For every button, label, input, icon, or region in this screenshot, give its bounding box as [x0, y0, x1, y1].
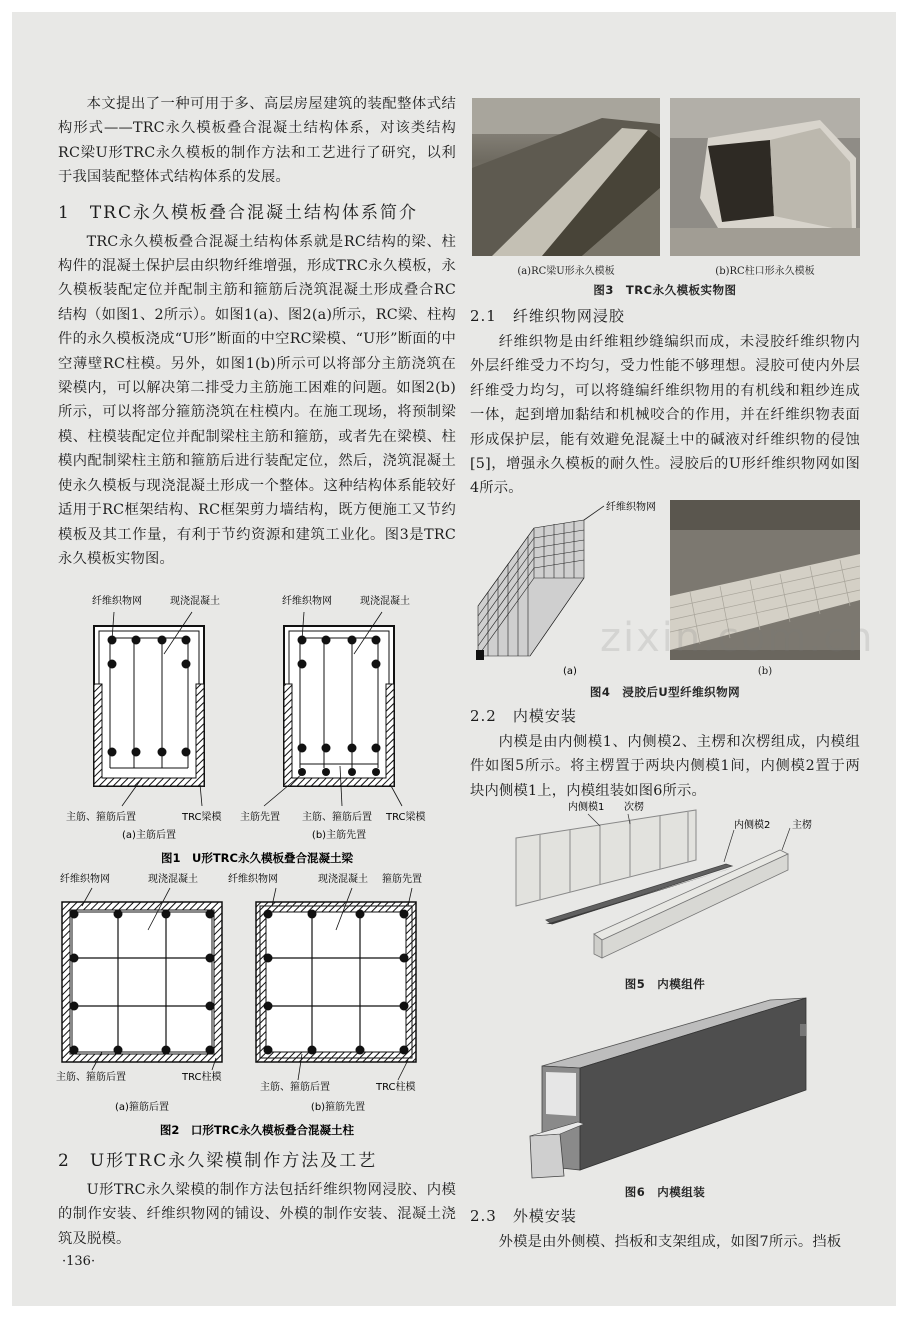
fig1a-label-rebar: 主筋、箍筋后置 — [66, 812, 136, 823]
fig3b-subcaption: (b)RC柱口形永久模板 — [715, 266, 815, 277]
fig2b-label-mold: TRC柱模 — [376, 1082, 416, 1093]
section-2-3-paragraph: 外模是由外侧模、挡板和支架组成，如图7所示。挡板 — [498, 1234, 842, 1250]
fig3b-photo — [670, 98, 860, 256]
figure-2 — [52, 870, 462, 1148]
fig1a-beam-section — [94, 612, 204, 806]
fig2a-label-fabric: 纤维织物网 — [60, 874, 110, 885]
fig1b-label-prerebar: 主筋先置 — [240, 812, 280, 823]
fig3a-photo — [472, 98, 660, 256]
fig1a-label-concrete: 现浇混凝土 — [170, 596, 220, 607]
section-2-2-paragraph: 内模是由内侧模1、内侧模2、主楞和次楞组成，内模组件如图5所示。将主楞置于两块内侧模1间，内侧模2置于两块内侧模1上，内模组装如图6所示。 — [470, 734, 860, 799]
fig4a-subcaption: (a) — [563, 666, 577, 676]
fig2b-column-section — [256, 888, 416, 1080]
fig1a-label-fabric: 纤维织物网 — [92, 596, 142, 607]
page-number: ·136· — [62, 1254, 96, 1269]
figure-5-caption: 图5 内模组件 — [624, 977, 706, 991]
section-2-3-title: 2.3 外模安装 — [470, 1207, 577, 1225]
section-1-paragraph: TRC永久模板叠合混凝土结构体系就是RC结构的梁、柱构件的混凝土保护层由织物纤维增强，形成TRC永久模板，永久模板装配定位并配制主筋和箍筋后浇筑混凝土形成叠合RC结构（如图1、2所示）。如图1(a)、图2(a)所示，RC梁、柱构件的永久模板浇成“U形”断面的中空RC梁模、“U形”断面的中空薄壁RC柱模。另外，如图1(b)所示可以将部分主筋浇筑在梁模内，可以解决第二排受力主筋施工困难的问题。如图2(b)所示，可以将部分箍筋浇筑在柱模内。在施工现场，将预制梁模、柱模装配定位并配制梁柱主筋和箍筋，或者先在梁模、柱模内配制梁柱主筋和箍筋后进行装配定位，然后，浇筑混凝土使永久模板与现浇混凝土形成一个整体。这种结构体系能较好适用于RC框架结构、RC框架剪力墙结构，既方便施工又节约模板及其工作量，有利于节约资源和建筑工业化。图3是TRC永久模板实物图。 — [58, 233, 456, 567]
fig2a-label-concrete: 现浇混凝土 — [148, 874, 198, 885]
fig1b-beam-section — [264, 612, 402, 806]
fig3a-subcaption: (a)RC梁U形永久模板 — [517, 266, 615, 277]
section-2-2-title: 2.2 内模安装 — [470, 707, 577, 725]
figure-2-caption: 图2 口形TRC永久模板叠合混凝土柱 — [159, 1123, 355, 1137]
fig1b-label-fabric: 纤维织物网 — [282, 596, 332, 607]
fig2a-label-rebar: 主筋、箍筋后置 — [56, 1072, 126, 1083]
figure-4-caption: 图4 浸胶后U型纤维织物网 — [589, 685, 741, 699]
fig2a-subcaption: (a)箍筋后置 — [115, 1102, 169, 1113]
fig1b-label-mold: TRC梁模 — [386, 812, 426, 823]
figure-3-caption: 图3 TRC永久模板实物图 — [593, 283, 737, 297]
fig2b-label-stirrup: 箍筋先置 — [382, 874, 422, 885]
fig4-label-fabric: 纤维织物网 — [606, 502, 656, 513]
section-2-1-paragraph: 纤维织物是由纤维粗纱缝编织而成，未浸胶纤维织物内外层纤维受力不均匀，受力性能不够理想。浸胶可使内外层纤维受力均匀，可以将缝编纤维织物用的有机线和粗纱连成一体，起到增加黏结和机械咬合的作用，并在纤维织物表面形成保护层，能有效避免混凝土中的碱液对纤维织物的侵蚀[5]，增强永久模板的耐久性。浸胶后的U形纤维织物网如图4所示。 — [470, 334, 860, 497]
left-column — [58, 92, 456, 571]
fig2a-column-section — [62, 888, 222, 1070]
section-2-1-title: 2.1 纤维织物网浸胶 — [470, 307, 625, 325]
fig5-label-inner-side-mold-2: 内侧模2 — [734, 820, 771, 831]
section-2 — [58, 1144, 456, 1251]
intro-paragraph: 本文提出了一种可用于多、高层房屋建筑的装配整体式结构形式——TRC永久模板叠合混凝土结构体系，对该类结构RC梁U形TRC永久模板的制作方法和工艺进行了研究，以利于我国装配整体式结构体系的发展。 — [58, 96, 456, 186]
section-2-paragraph: U形TRC永久梁模的制作方法包括纤维织物网浸胶、内模的制作安装、纤维织物网的铺设、外模的制作安装、混凝土浇筑及脱模。 — [58, 1182, 456, 1247]
section-2-title: 2 U形TRC永久梁模制作方法及工艺 — [58, 1151, 378, 1171]
figure-1-caption: 图1 U形TRC永久模板叠合混凝土梁 — [161, 851, 353, 865]
fig5-label-secondary-rib: 次楞 — [624, 802, 644, 813]
fig5-label-inner-side-mold-1: 内侧模1 — [568, 802, 605, 813]
fig1b-label-rebar: 主筋、箍筋后置 — [302, 812, 372, 823]
fig1b-label-concrete: 现浇混凝土 — [360, 596, 410, 607]
fig2b-label-concrete: 现浇混凝土 — [318, 874, 368, 885]
fig1b-subcaption: (b)主筋先置 — [311, 830, 367, 841]
fig2b-subcaption: (b)箍筋先置 — [310, 1102, 366, 1113]
fig5-label-main-rib: 主楞 — [792, 820, 812, 831]
section-1-title: 1 TRC永久模板叠合混凝土结构体系简介 — [58, 202, 418, 223]
fig2a-label-mold: TRC柱模 — [182, 1072, 222, 1083]
section-2-2 — [470, 702, 860, 803]
fig2b-label-rebar: 主筋、箍筋后置 — [260, 1082, 330, 1093]
section-2-1 — [470, 302, 860, 501]
figure-5-drawing — [500, 794, 830, 972]
fig4b-subcaption: (b) — [757, 666, 773, 677]
fig2b-label-fabric: 纤维织物网 — [228, 874, 278, 885]
figure-6-caption: 图6 内模组装 — [624, 1185, 706, 1199]
fig1a-label-mold: TRC梁模 — [182, 812, 222, 823]
fig1a-subcaption: (a)主筋后置 — [122, 830, 176, 841]
figure-6-drawing — [520, 994, 820, 1180]
section-2-3 — [470, 1202, 860, 1254]
watermark: zixin.com.cn — [600, 615, 875, 661]
figure-1 — [52, 592, 462, 870]
